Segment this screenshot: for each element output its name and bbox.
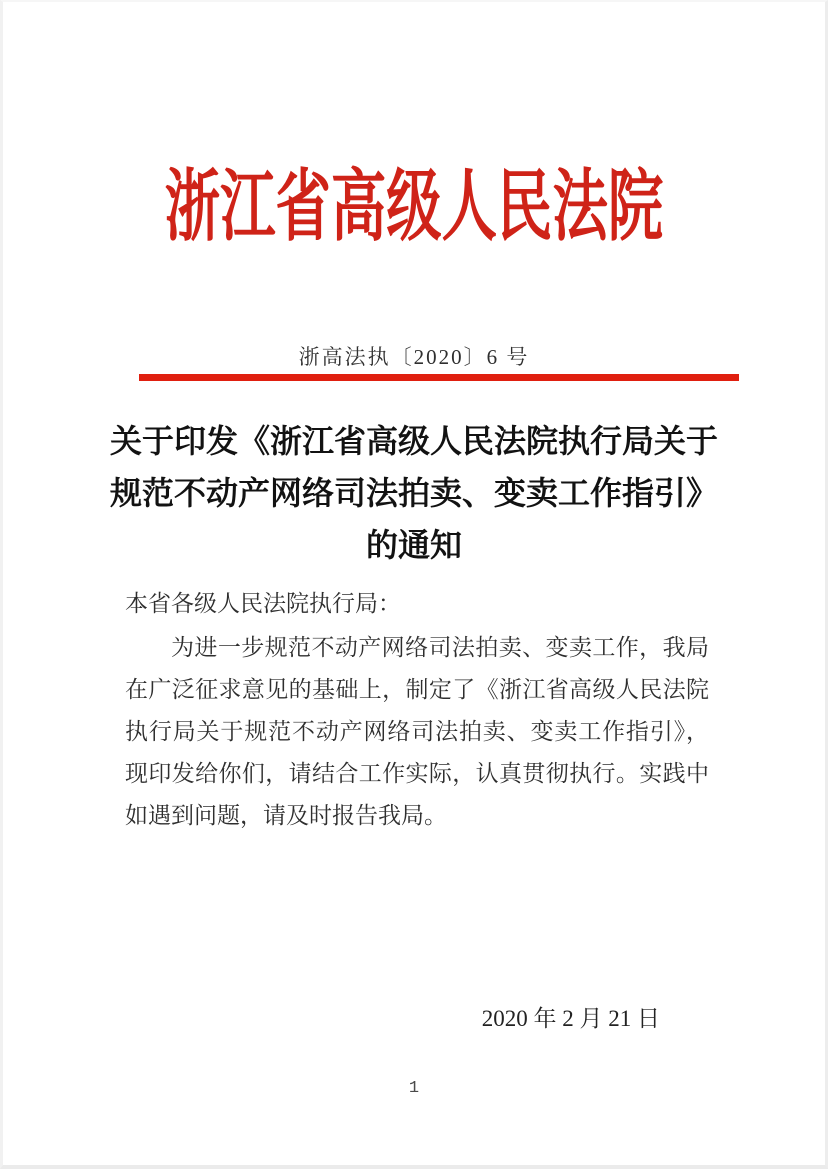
notice-title-line-2: 规范不动产网络司法拍卖、变卖工作指引》 [109,475,718,511]
notice-title-line-1: 关于印发《浙江省高级人民法院执行局关于 [109,423,718,459]
body-paragraph: 为进一步规范不动产网络司法拍卖、变卖工作，我局在广泛征求意见的基础上，制定了《浙江省高级人民法院执行局关于规范不动产网络司法拍卖、变卖工作指引》，现印发给你们，请结合工作实际，认真贯彻执行。实践中如遇到问题，请及时报告我局。 [125,635,709,828]
issuing-court-header: 浙江省高级人民法院 [164,163,664,250]
issue-date: 2020 年 2 月 21 日 [481,1006,660,1031]
page-number: 1 [408,1079,420,1098]
red-divider-rule [139,374,739,381]
salutation-line: 本省各级人民法院执行局： [125,591,401,616]
document-number: 浙高法执〔2020〕6 号 [298,345,530,369]
notice-title [63,415,765,571]
notice-title-line-3: 的通知 [365,527,462,563]
